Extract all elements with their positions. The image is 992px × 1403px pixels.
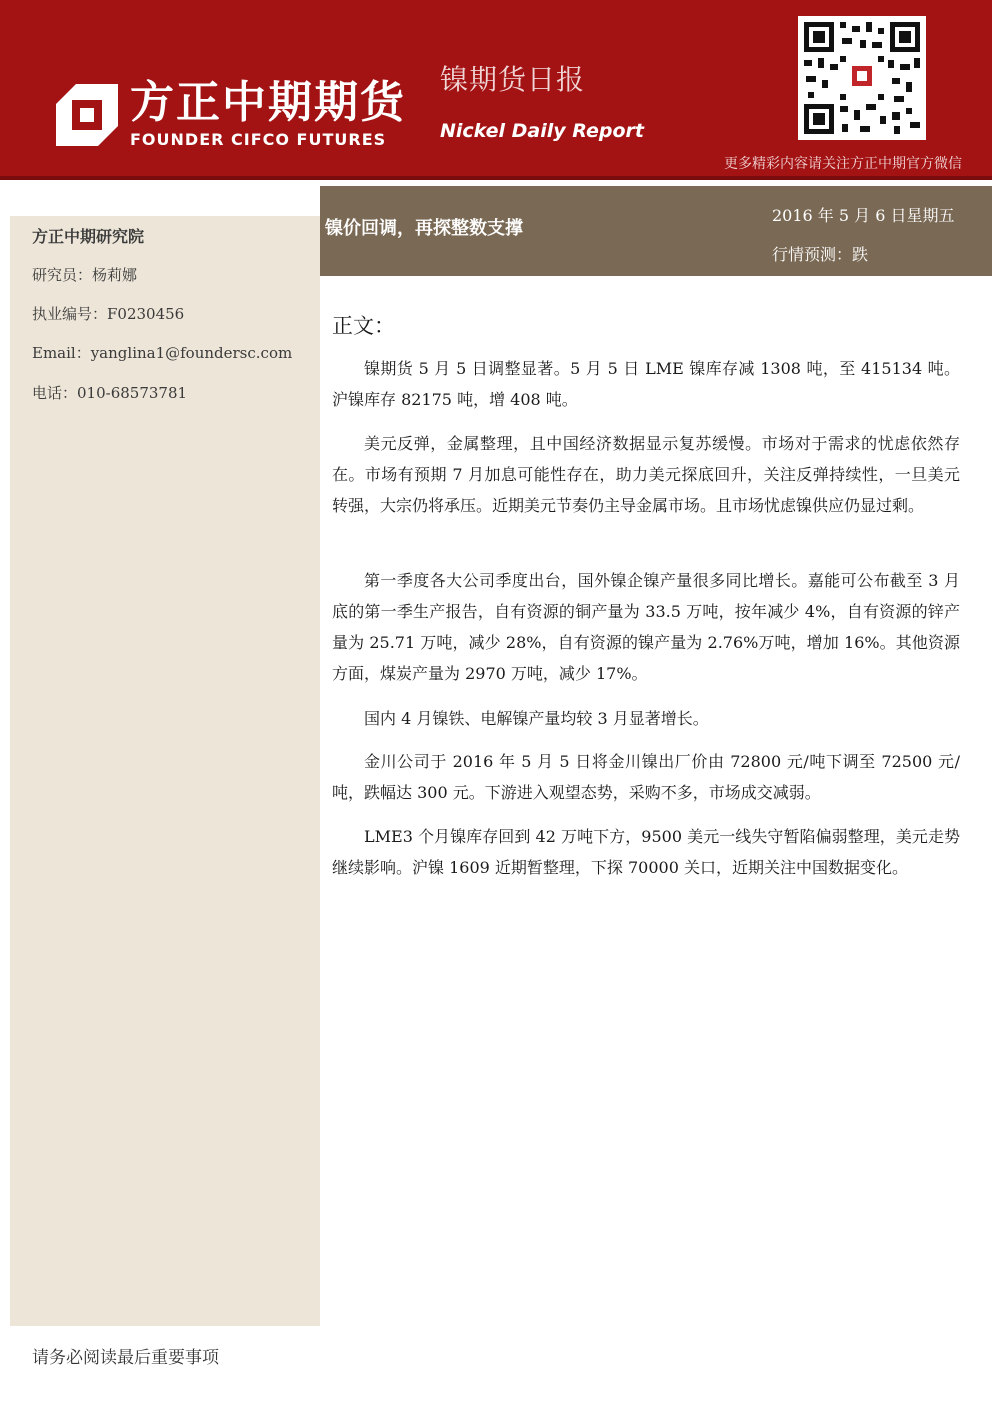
report-title-en: Nickel Daily Report: [440, 120, 644, 142]
report-date: 2016 年 5 月 6 日星期五: [772, 206, 955, 225]
body-paragraph: 国内 4 月镍铁、电解镍产量均较 3 月显著增长。: [364, 709, 709, 728]
contact-phone: 电话：010-68573781: [32, 384, 188, 402]
report-headline: 镍价回调，再探整数支撑: [325, 218, 523, 239]
body-paragraph: 金川公司于 2016 年 5 月 5 日将金川镍出厂价由 72800 元/吨下调至 72500 元/吨，跌幅达 300 元。下游进入观望态势，采购不多，市场成交减弱。: [332, 752, 960, 802]
wechat-qr-code-icon: [798, 16, 926, 140]
body-paragraph: 第一季度各大公司季度出台，国外镍企镍产量很多同比增长。嘉能可公布截至 3 月底的第一季生产报告，自有资源的铜产量为 33.5 万吨，按年减少 4%，自有资源的锌产量为 25.71 万吨，减少 28%，自有资源的镍产量为 2.76%万吨，增加 16%。其他资源方面，煤炭产量为 2970 万吨，减少 17%。: [332, 571, 960, 683]
wechat-follow-note: 更多精彩内容请关注方正中期官方微信: [724, 156, 962, 172]
body-heading: 正文：: [332, 314, 395, 338]
market-forecast: 行情预测：跌: [772, 245, 869, 264]
researcher-name: 研究员：杨莉娜: [32, 266, 138, 284]
brand-name-cn: 方正中期期货: [130, 77, 406, 128]
disclaimer-note: 请务必阅读最后重要事项: [32, 1348, 219, 1368]
body-paragraph: LME3 个月镍库存回到 42 万吨下方，9500 美元一线失守暂陷偏弱整理，美元走势继续影响。沪镍 1609 近期暂整理，下探 70000 关口，近期关注中国数据变化。: [332, 827, 960, 877]
body-paragraph: 镍期货 5 月 5 日调整显著。5 月 5 日 LME 镍库存减 1308 吨，至 415134 吨。沪镍库存 82175 吨，增 408 吨。: [332, 359, 960, 409]
founder-logo-icon: [56, 84, 118, 146]
brand-name-en: FOUNDER CIFCO FUTURES: [130, 130, 387, 149]
body-paragraph: 美元反弹，金属整理，且中国经济数据显示复苏缓慢。市场对于需求的忧虑依然存在。市场有预期 7 月加息可能性存在，助力美元探底回升，关注反弹持续性，一旦美元转强，大宗仍将承压。近期美元节奏仍主导金属市场。且市场忧虑镍供应仍显过剩。: [332, 434, 960, 515]
license-number: 执业编号：F0230456: [32, 305, 185, 323]
institute-name: 方正中期研究院: [32, 227, 145, 246]
contact-email: Email：yanglina1@foundersc.com: [32, 344, 293, 362]
report-title-cn: 镍期货日报: [440, 63, 586, 96]
